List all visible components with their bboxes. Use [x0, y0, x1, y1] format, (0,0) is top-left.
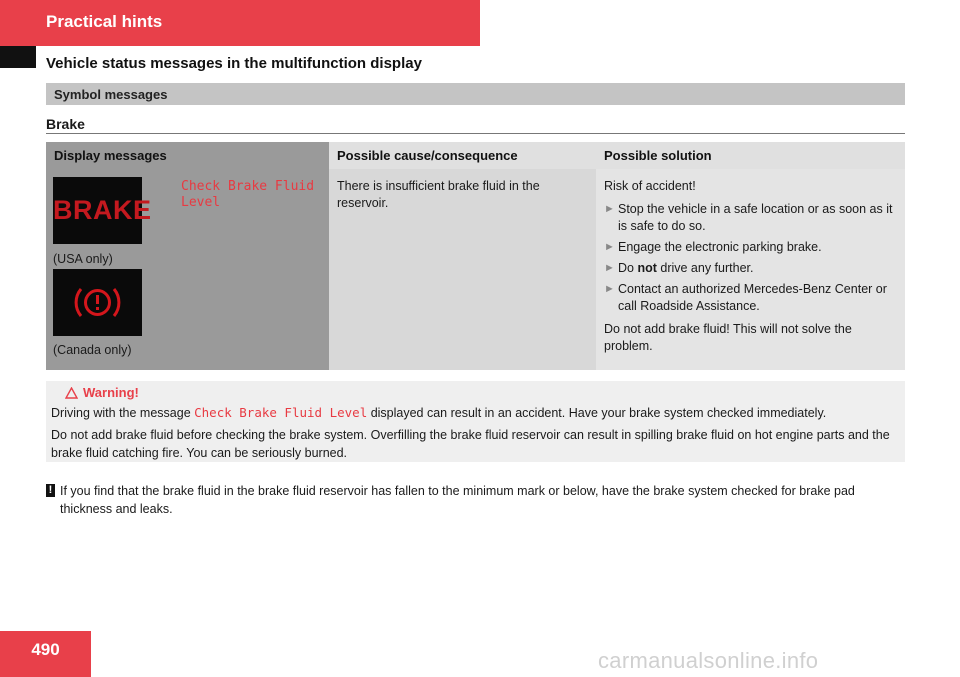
table-header-row [46, 142, 905, 169]
solution-step-text: Do [618, 261, 638, 275]
symbol-messages-bar [46, 83, 905, 105]
arrow-right-icon: ► [604, 203, 615, 215]
warning-paragraph-1 [51, 404, 900, 422]
messages-table [46, 142, 905, 370]
solution-step-text: drive any further. [656, 261, 754, 275]
arrow-right-icon: ► [604, 241, 615, 253]
warning-triangle-icon [65, 387, 78, 399]
arrow-right-icon: ► [604, 262, 615, 274]
note [46, 482, 905, 518]
warning-title: Warning! [83, 385, 139, 400]
solution-outro: Do not add brake fluid! This will not solve the problem. [604, 322, 852, 353]
warning-text: displayed can result in an accident. Have your brake system checked immediately. [367, 406, 827, 420]
arrow-right-icon: ► [604, 283, 615, 295]
solution-step [604, 281, 897, 315]
warning-paragraph-2: Do not add brake fluid before checking the brake system. Overfilling the brake fluid reservoir can result in spilling brake fluid on hot engine parts and the brake fluid catching fire. You can be seriously burned. [51, 428, 890, 460]
display-cell [46, 169, 329, 370]
exclamation-icon: ! [46, 484, 55, 497]
header-possible-cause: Possible cause/consequence [329, 142, 596, 169]
section-title: Brake [46, 116, 85, 132]
table-row [46, 169, 905, 370]
solution-step [604, 201, 897, 235]
cause-text: There is insufficient brake fluid in the reservoir. [337, 179, 540, 210]
chapter-tab [0, 0, 480, 46]
header-display-messages: Display messages [46, 142, 329, 169]
solution-step-text: Engage the electronic parking brake. [618, 240, 822, 254]
page-subtitle: Vehicle status messages in the multifunction display [46, 55, 422, 72]
brake-warning-symbol [53, 177, 152, 244]
watermark: carmanualsonline.info [598, 648, 819, 673]
section-divider [46, 133, 905, 134]
solution-step-text: Contact an authorized Mercedes-Benz Center or call Roadside Assistance. [618, 282, 887, 313]
page-number: 490 [0, 631, 91, 677]
warning-lcd-message: Check Brake Fluid Level [194, 405, 368, 420]
canada-only-label: (Canada only) [53, 343, 132, 357]
cause-cell [329, 169, 596, 370]
warning-box [46, 381, 905, 462]
warning-text: Driving with the message [51, 406, 195, 420]
brake-symbol-text: BRAKE [53, 195, 152, 225]
note-text: If you find that the brake fluid in the brake fluid reservoir has fallen to the minimum mark or below, have the brake system checked for brake pad thickness and leaks. [60, 484, 855, 516]
lcd-message: Check Brake Fluid Level [181, 179, 315, 210]
header-marker [0, 46, 36, 68]
solution-cell [596, 169, 905, 370]
warning-heading [51, 384, 900, 402]
solution-step [604, 239, 897, 256]
brake-warning-icon [53, 269, 142, 336]
header-possible-solution: Possible solution [596, 142, 905, 169]
usa-only-label: (USA only) [53, 252, 113, 266]
solution-intro: Risk of accident! [604, 179, 696, 193]
solution-step [604, 260, 897, 277]
solution-step-text: Stop the vehicle in a safe location or as soon as it is safe to do so. [618, 202, 893, 233]
solution-step-emphasis: not [637, 261, 657, 275]
symbol-messages-label: Symbol messages [54, 87, 168, 102]
chapter-title: Practical hints [46, 12, 163, 31]
